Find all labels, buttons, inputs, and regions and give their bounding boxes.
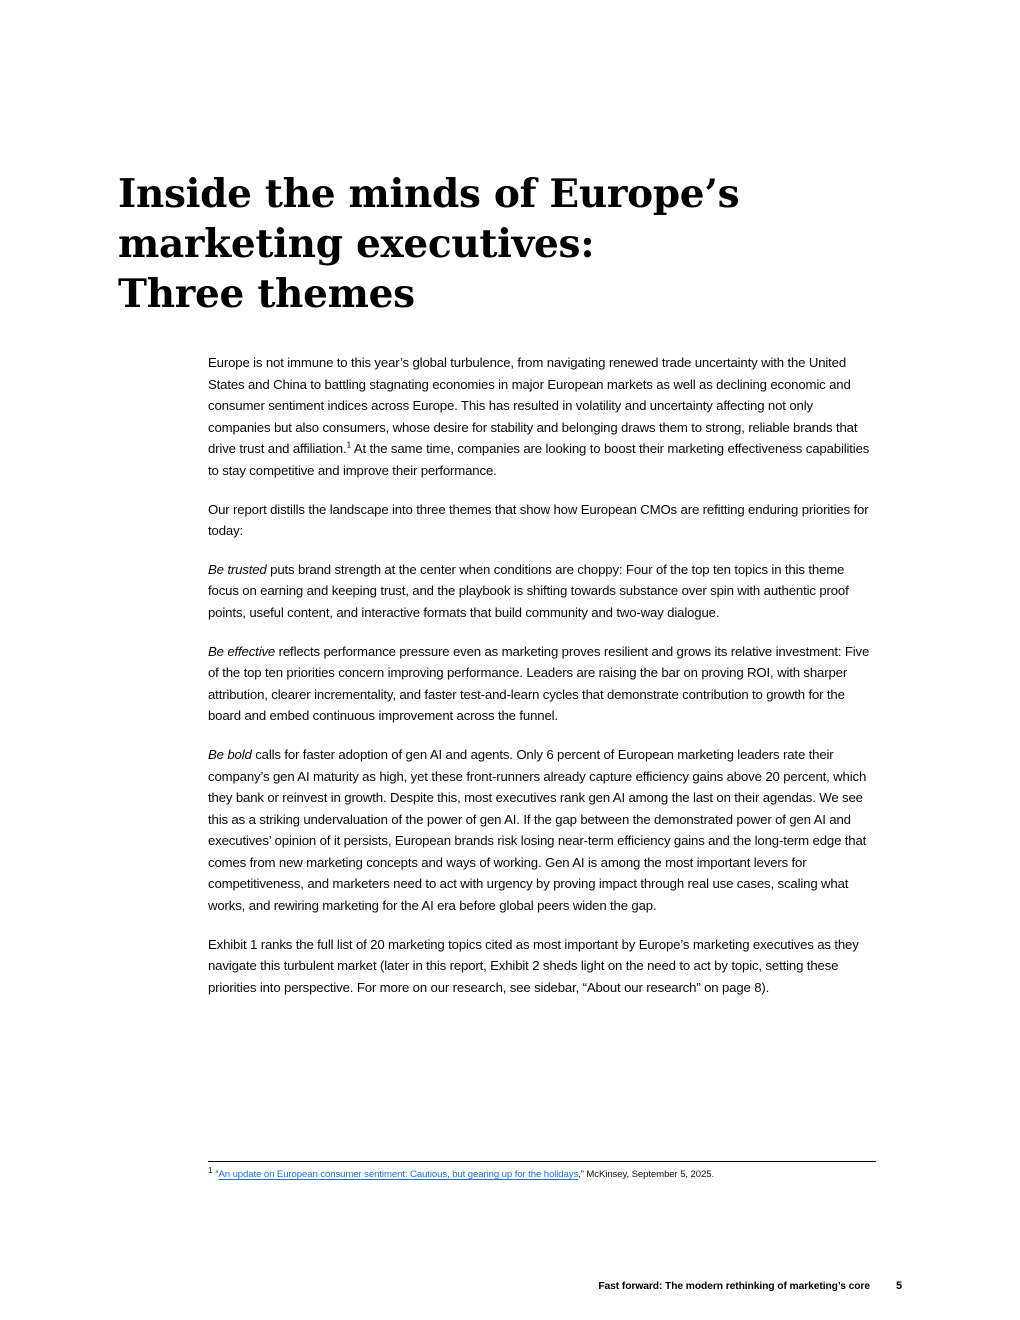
paragraph-intro-text-after: At the same time, companies are looking to boost their marketing effectiveness capabilities to stay competitive and improve their performance.: [208, 441, 870, 478]
paragraph-be-bold: [208, 744, 876, 917]
page-footer: [598, 1280, 902, 1292]
footnote-tail: ,” McKinsey, September 5, 2025.: [578, 1169, 715, 1180]
paragraph-intro-text: Europe is not immune to this year’s global turbulence, from navigating renewed trade uncertainty with the United States and China to battling stagnating economies in major European markets as well as declining economic and consumer sentiment indices across Europe. This has resulted in volatility and uncertainty affecting not only companies but also consumers, whose desire for stability and belonging draws them to strong, reliable brands that drive trust and affiliation.: [208, 355, 858, 457]
lead-in-be-trusted: Be trusted: [208, 561, 267, 577]
footnote-link[interactable]: An update on European consumer sentiment: Cautious, but gearing up for the holidays: [218, 1169, 579, 1180]
page-title: [118, 169, 818, 319]
page-title-line-1: Inside the minds of Europe’s: [118, 171, 740, 218]
paragraph-be-trusted-text: puts brand strength at the center when conditions are choppy: Four of the top ten topics in this theme focus on earning and keeping trust, and the playbook is shifting towards substance over spin with authentic proof points, useful content, and interactive formats that build community and two-way dialogue.: [208, 561, 849, 620]
paragraph-exhibit-intro-text: Exhibit 1 ranks the full list of 20 marketing topics cited as most important by Europe’s marketing executives as they navigate this turbulent market (later in this report, Exhibit 2 sheds light on the need to act by topic, setting these priorities into perspective. For more on our research, see sidebar, “About our research” on page 8).: [208, 936, 859, 995]
lead-in-be-effective: Be effective: [208, 643, 276, 659]
footnote-1: [208, 1165, 908, 1182]
footnote-reference-1[interactable]: 1: [346, 439, 352, 450]
paragraph-exhibit-intro: [208, 934, 876, 999]
paragraph-be-effective: [208, 641, 876, 727]
lead-in-be-bold: Be bold: [208, 746, 252, 762]
paragraph-be-trusted: [208, 559, 876, 624]
footer-page-number: 5: [895, 1280, 902, 1292]
footnote-quote-open: “: [215, 1169, 219, 1180]
paragraph-intro: [208, 352, 876, 482]
paragraph-be-effective-text: reflects performance pressure even as marketing proves resilient and grows its relative investment: Five of the top ten priorities concern improving performance. Leaders are raising the bar on proving ROI, with sharper attribution, clearer incrementality, and faster test-and-learn cycles that demonstrate contribution to growth for the board and embed continuous improvement across the funnel.: [208, 643, 870, 724]
page-title-line-2: marketing executives:: [118, 221, 595, 268]
paragraph-be-bold-text: calls for faster adoption of gen AI and agents. Only 6 percent of European marketing leaders rate their company’s gen AI maturity as high, yet these front-runners already capture efficiency gains above 20 percent, which they bank or reinvest in growth. Despite this, most executives rank gen AI among the last on their agendas. We see this as a striking undervaluation of the power of gen AI. If the gap between the demonstrated power of gen AI and executives’ opinion of it persists, European brands risk losing near-term efficiency gains and the long-term edge that comes from new marketing concepts and ways of working. Gen AI is among the most important levers for competitiveness, and marketers need to act with urgency by proving impact through real use cases, scaling what works, and rewiring marketing for the AI era before global peers widen the gap.: [208, 746, 867, 914]
footnote-divider: [208, 1161, 876, 1162]
page-title-line-3: Three themes: [118, 271, 415, 318]
paragraph-themes-intro-text: Our report distills the landscape into three themes that show how European CMOs are refitting enduring priorities for today:: [208, 501, 869, 539]
body-text-column: [208, 352, 876, 998]
paragraph-themes-intro: [208, 499, 876, 542]
footnote-marker: 1: [208, 1165, 213, 1175]
footer-running-title: Fast forward: The modern rethinking of marketing’s core: [598, 1281, 870, 1292]
